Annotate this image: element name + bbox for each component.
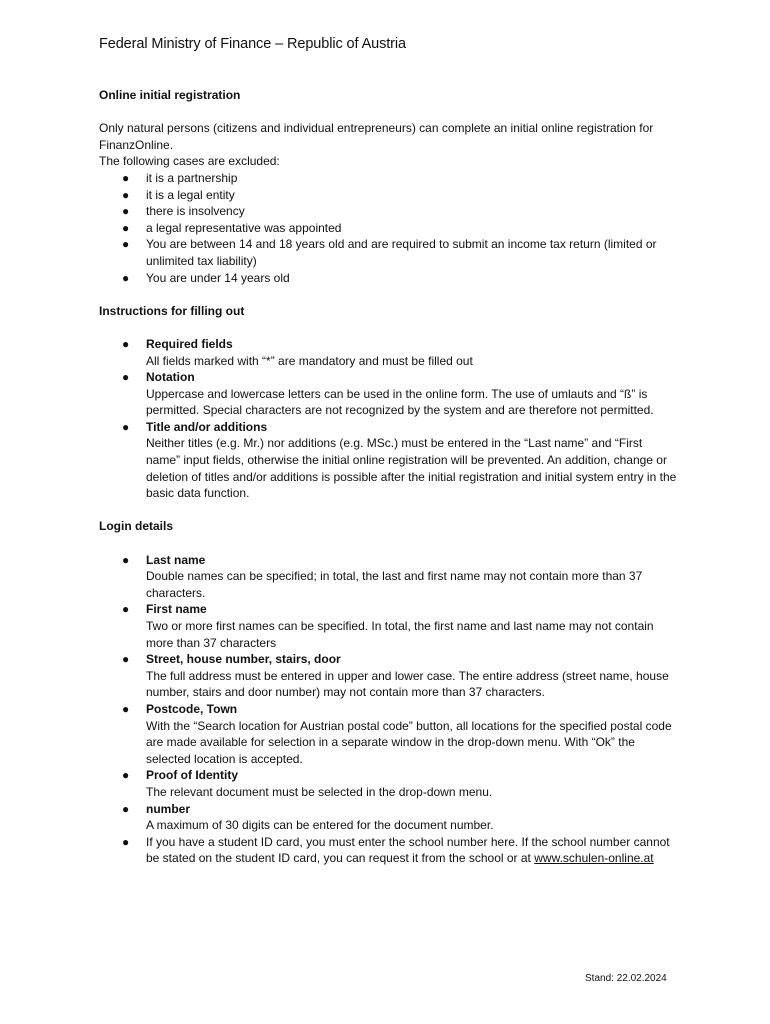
- list-item: [99, 419, 679, 502]
- section-heading-login-details: Login details: [99, 519, 174, 534]
- section-heading-instructions: Instructions for filling out: [99, 303, 245, 318]
- bullet-icon: ●: [122, 220, 130, 235]
- excluded-cases-intro: The following cases are excluded:: [99, 154, 280, 169]
- item-title: number: [146, 801, 191, 816]
- bullet-icon: ●: [122, 602, 130, 617]
- list-item: [99, 369, 679, 419]
- document-body: [99, 87, 679, 867]
- bullet-icon: ●: [122, 834, 130, 849]
- list-item: [99, 651, 679, 701]
- item-title: Proof of Identity: [146, 768, 238, 783]
- item-title: Notation: [146, 370, 195, 385]
- item-text: The full address must be entered in upper and lower case. The entire address (street name, house number, stairs and door number) may not contain more than 37 characters.: [146, 668, 669, 700]
- list-item: [99, 834, 679, 867]
- bullet-icon: ●: [122, 370, 130, 385]
- list-item: [99, 336, 679, 369]
- list-item: [99, 801, 679, 834]
- list-item: ● a legal representative was appointed: [122, 220, 342, 235]
- item-title: Street, house number, stairs, door: [146, 652, 341, 667]
- bullet-icon: ●: [122, 419, 130, 434]
- bullet-icon: ●: [122, 652, 130, 667]
- excluded-cases-list: [99, 170, 679, 286]
- bullet-icon: ●: [122, 768, 130, 783]
- item-text: Two or more first names can be specified. In total, the first name and last name may not contain more than 37 characters: [146, 619, 654, 650]
- instructions-list: [99, 336, 679, 502]
- item-title: First name: [146, 602, 207, 617]
- list-item: [99, 601, 679, 651]
- list-item: [99, 767, 679, 800]
- list-item: [99, 701, 679, 767]
- list-item: ● there is insolvency: [122, 204, 245, 219]
- bullet-icon: ●: [122, 187, 130, 202]
- item-text: All fields marked with “*” are mandatory and must be filled out: [146, 353, 473, 368]
- item-title: Required fields: [146, 336, 233, 351]
- page-header: Federal Ministry of Finance – Republic of Austria: [99, 36, 406, 52]
- bullet-icon: ●: [122, 801, 130, 816]
- list-item: ● You are between 14 and 18 years old and are required to submit an income tax return (limited or unlimited tax liability): [122, 237, 657, 268]
- item-text: Neither titles (e.g. Mr.) nor additions (e.g. MSc.) must be entered in the “Last name” and “First name” input fields, otherwise the initial online registration will be prevented. An addition, change or deletion of titles and/or additions is possible after the initial registration and initial system entry in the basic data function.: [146, 436, 677, 501]
- item-text: Double names can be specified; in total, the last and first name may not contain more than 37 characters.: [146, 569, 643, 600]
- list-item: ● it is a legal entity: [122, 187, 235, 202]
- item-title: Title and/or additions: [146, 419, 268, 434]
- item-text: A maximum of 30 digits can be entered for the document number.: [146, 818, 494, 833]
- document-date: Stand: 22.02.2024: [585, 973, 667, 984]
- schulen-online-link[interactable]: www.schulen-online.at: [534, 851, 654, 866]
- bullet-icon: ●: [122, 270, 130, 285]
- item-text: The relevant document must be selected in the drop-down menu.: [146, 784, 493, 799]
- bullet-icon: ●: [122, 336, 130, 351]
- login-details-list: [99, 552, 679, 867]
- list-item: ● it is a partnership: [122, 170, 238, 185]
- bullet-icon: ●: [122, 204, 130, 219]
- item-text: With the “Search location for Austrian postal code” button, all locations for the specified postal code are made available for selection in a separate window in the drop-down menu. With “Ok” the selected location is accepted.: [146, 718, 672, 766]
- bullet-icon: ●: [122, 701, 130, 716]
- section-heading-online-registration: Online initial registration: [99, 88, 241, 102]
- item-title: Last name: [146, 552, 206, 567]
- list-item: [99, 552, 679, 602]
- bullet-icon: ●: [122, 237, 130, 252]
- item-text: Uppercase and lowercase letters can be used in the online form. The use of umlauts and “ß” is permitted. Special characters are not recognized by the system and are therefore not permitted.: [146, 386, 654, 418]
- intro-paragraph: Only natural persons (citizens and individual entrepreneurs) can complete an initial online registration for FinanzOnline.: [99, 121, 654, 152]
- student-id-note: If you have a student ID card, you must enter the school number here. If the school number cannot be stated on the student ID card, you can request it from the school or at: [146, 834, 670, 866]
- list-item: ● You are under 14 years old: [122, 270, 290, 285]
- item-title: Postcode, Town: [146, 701, 238, 716]
- bullet-icon: ●: [122, 552, 130, 567]
- bullet-icon: ●: [122, 170, 130, 185]
